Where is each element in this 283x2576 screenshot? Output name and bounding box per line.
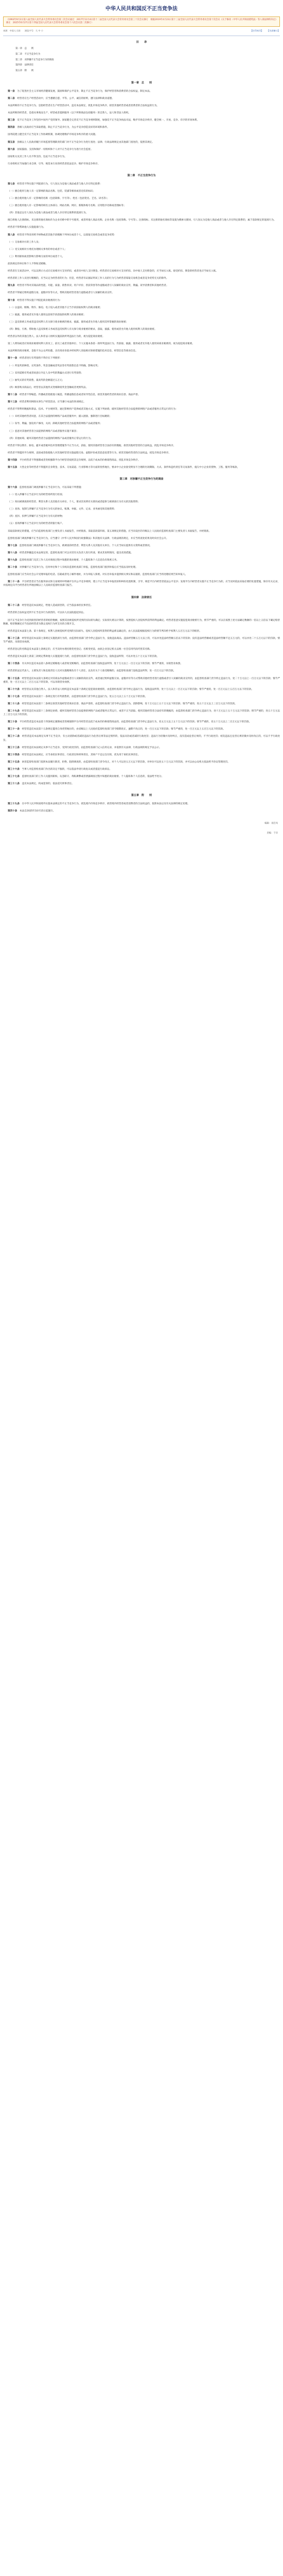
article-paragraph	[3, 580, 280, 587]
article-text: 经营者不得编造、传播或者指使他人编造、传播虚假信息或者误导性信息，损害其他经营者的商业信誉、商品声誉。	[20, 393, 140, 396]
clause-paragraph: 第三人明知或者应知商业秘密权利人的员工、前员工或者其他单位、个人实施本条第一款所列违法行为，仍获取、披露、使用或者允许他人使用该商业秘密的，视为侵犯商业秘密。	[8, 343, 194, 346]
clause-paragraph: （一）交易相对方的工作人员；	[8, 241, 41, 244]
clause-paragraph: 本法所称的经营者，是指从事商品生产、经营或者提供服务（以下所称商品包括服务）的自然人、法人和非法人组织。	[8, 112, 131, 115]
clause-paragraph: （三）利用职权或者影响力影响交易的单位或者个人。	[8, 255, 65, 258]
article-paragraph	[3, 299, 280, 302]
print-link[interactable]: 【打印本页】	[250, 29, 263, 32]
article-number: 第二十九条	[8, 710, 20, 713]
article-paragraph	[3, 735, 280, 742]
article-paragraph	[3, 720, 280, 724]
article-paragraph	[3, 148, 280, 151]
article-number: 第八条	[8, 233, 15, 236]
article-text: 经营者违反本法第九条规定对其商品作虚假或者引人误解的商业宣传，或者通过组织虚假交易、虚假评价等方式帮助其他经营者进行虚假或者引人误解的商业宣传的，由监督检查部门责令停止违法行为，处二十万元以上一百万元以下的罚款；情节严重的，处一百万元以上二百万元以下的罚款，可以吊销营业执照。	[3, 677, 280, 684]
article-number: 第三十四条	[8, 753, 20, 756]
article-paragraph	[3, 802, 280, 806]
article-paragraph	[3, 695, 280, 699]
article-number: 第九条	[8, 284, 15, 287]
article-number: 第三十六条	[8, 768, 20, 771]
article-text: 各级人民政府应当采取措施，制止不正当竞争行为，为公平竞争创造良好的环境和条件。	[17, 126, 110, 129]
article-text: 经营者不得实施下列侵犯商业秘密的行为：	[17, 299, 62, 302]
article-text: 经营者利用网络从事生产经营活动，应当遵守本法的各项规定。	[20, 401, 86, 404]
article-number: 第十九条	[8, 559, 17, 562]
article-paragraph	[3, 400, 280, 404]
clause-paragraph: （三）抽奖式的有奖销售，最高奖的金额超过五万元；	[8, 379, 65, 382]
article-text: 经营者违反本法第十二条规定损害其他经营者商业信誉、商品声誉的，由监督检查部门责令停止违法行为、消除影响，处十万元以上五十万元以下的罚款；情节严重的，处五十万元以上三百万元以下的罚款。	[22, 702, 237, 705]
article-paragraph	[3, 809, 280, 813]
article-number: 第三十三条	[8, 746, 20, 749]
article-text: 经营者违反本法第十三条规定妨碍、破坏其他经营者合法提供的网络产品或者服务正常运行，或者不正当获取、使用其他经营者合法持有的数据的，由监督检查部门责令停止违法行为，处十万元以上五十万元以下的罚款；情节严重的，处五十万元以上三百万元以下的罚款。	[3, 710, 280, 717]
article-text: 平台经营者违反本法第十四条规定强制或者变相强制平台内经营者以低于成本的价格销售商品的，由监督检查部门责令停止违法行为，处五万元以上五十万元以下的罚款；情节严重的，处五十万元以上二百万元以下的罚款。	[20, 721, 252, 724]
article-number: 第三十一条	[8, 728, 20, 731]
clause-paragraph: 经营者不得通过组织虚假交易、虚假评价等方式，帮助其他经营者进行虚假或者引人误解的商业宣传。	[8, 292, 114, 295]
article-number: 第十八条	[8, 551, 17, 554]
article-paragraph	[3, 727, 280, 731]
clause-paragraph: 采取前款规定的措施，应当向监督检查部门主要负责人书面报告，并经批准。采取前款第四项、第五项规定的措施，应当向设区的市级以上人民政府监督检查部门主要负责人书面报告，并经批准。	[8, 530, 211, 533]
article-paragraph	[3, 90, 280, 93]
clause-paragraph: 监督检查部门调查涉嫌不正当竞争行为，应当遵守《中华人民共和国行政强制法》和其他有关法律、行政法规的规定，并应当将查处结果及时向社会公开。	[8, 537, 169, 540]
article-paragraph	[3, 118, 280, 122]
clause-paragraph: 监督检查部门应当向社会公开受理举报的电话、信箱或者电子邮件地址，并为举报人保密。对实名举报并提供相关事实和证据的，监督检查部门应当将处理结果告知举报人。	[8, 573, 188, 577]
chapter-heading: 第三章 对涉嫌不正当竞争行为的调查	[119, 478, 164, 481]
article-text: 监督检查部门调查涉嫌不正当竞争行为，被调查的经营者、利害关系人及其他有关单位、个人应当如实提供有关资料或者情况。	[20, 544, 152, 547]
article-number: 第十五条	[8, 466, 17, 469]
article-number: 第二十八条	[8, 702, 20, 705]
clause-paragraph: （一）以盗窃、贿赂、欺诈、胁迫、电子侵入或者其他不正当手段获取权利人的商业秘密；	[8, 306, 102, 309]
toc-item: 第一章 总 则	[15, 47, 34, 50]
article-text: 当事人对监督检查部门作出的决定不服的，可以依法申请行政复议或者提起行政诉讼。	[22, 768, 112, 771]
clause-paragraph: 经营者违反本法第七条第三款规定帮助他人实施混淆行为的，由监督检查部门责令停止违法行为，没收违法所得，可以并处五十万元以下的罚款。	[8, 655, 160, 658]
page-actions	[247, 29, 280, 33]
article-text: 平台经营者不得强制或者变相强制平台内经营者按照其定价规则，以低于成本的价格销售商品，扰乱市场竞争秩序。	[20, 459, 140, 462]
article-text: 经营者违反本法第十五条规定滥用自身优势地位的，由省级以上人民政府监督检查部门责令限期改正，逾期不改正的，处一百万元以下的罚款；情节严重的，处一百万元以上五百万元以下的罚款。	[22, 728, 225, 731]
article-text: 经营者在生产经营活动中，应当遵循自愿、平等、公平、诚信的原则，遵守法律和商业道德。	[17, 97, 114, 100]
article-number: 第十七条	[8, 544, 17, 547]
clause-paragraph: （三）擅自使用他人有一定影响的域名主体部分、网站名称、网页、新媒体账号名称、应用程序名称或者图标等；	[8, 205, 126, 208]
article-number: 第二十六条	[8, 688, 20, 691]
article-number: 第一条	[8, 90, 15, 93]
article-number: 第十六条	[8, 486, 17, 489]
clause-paragraph: 经营者的合法权益受到不正当竞争行为损害的，可以向人民法院提起诉讼。	[8, 612, 86, 615]
clause-paragraph: （四）顾客购买商品后，经营者以其他形式变相降低奖金金额或者更换奖品。	[8, 386, 89, 389]
clause-paragraph: 经营者违反本法第七条、第十条规定，权利人因被侵权所受到的实际损失、侵权人因侵权所获得的利益难以确定的，由人民法院根据侵权行为的情节判决给予权利人五百万元以下的赔偿。	[8, 630, 202, 633]
clause-paragraph: 经营者的工作人员进行贿赂的，应当认定为经营者的行为；但是，经营者有证据证明该工作人员的行为与为经营者谋取交易机会或者竞争优势无关的除外。	[8, 277, 169, 280]
article-text: 在中华人民共和国境外实施本法规定的不正当竞争行为，扰乱境内市场竞争秩序，损害境内经营者或者消费者的合法权益的，依照本法以及有关法律的规定处理。	[22, 803, 190, 806]
article-text: 妨害监督检查部门依照本法履行职责，拒绝、阻碍调查的，由监督检查部门责令改正，对个人可以处五万元以下的罚款，对单位可以处五十万元以下的罚款，并可以由公安机关依法给予治安管理处罚。	[22, 760, 230, 764]
clause-paragraph: 经营者的法定代表人、主要负责人和直接责任人员对实施贿赂负有个人责任，以及有关个人收受贿赂的，由监督检查部门没收违法所得，处一百万元以下的罚款。	[8, 670, 176, 673]
clause-paragraph: 国务院建立健全反不正当竞争工作协调机制，协调处理维护市场竞争秩序的重大问题。	[8, 133, 98, 137]
article-paragraph	[3, 604, 280, 607]
article-paragraph	[3, 677, 280, 684]
article-text: 监督检查部门的工作人员滥用职权、玩忽职守、徇私舞弊或者泄露调查过程中知悉的商业秘密、个人隐私和个人信息的，依法给予处分。	[22, 775, 164, 778]
amendment-history: （1993年9月2日第八届全国人民代表大会常务委员会第三次会议通过 2017年11月4日第十二届全国人民代表大会常务委员会第三十次会议修订 根据2019年4月23日第十三届全国人民代表大会常务委员会第十次会议《关于修改〈中华人民共和国建筑法〉等八部法律的决定》修正 2025年6月27日第十四届全国人民代表大会常务委员会第十六次会议第二次修订）	[3, 16, 280, 27]
clause-paragraph: 经营者不得滥用平台规则，直接或者指使他人对其他经营者实施虚假交易、虚假评价或者恶意退货等行为，损害其他经营者的合法权益，扰乱市场竞争秩序。	[8, 451, 171, 454]
article-text: 县级以上人民政府履行市场监督管理职责的部门对不正当竞争行为进行查处；法律、行政法规规定由其他部门查处的，依照其规定。	[17, 141, 154, 144]
reviewer-credit: 责编：于洋	[267, 832, 278, 835]
article-paragraph	[3, 760, 280, 764]
article-paragraph	[3, 775, 280, 778]
article-number: 第六条	[8, 148, 15, 151]
article-number: 第十三条	[8, 401, 17, 404]
clause-paragraph: 经营者在交易活动中，可以以明示方式向交易相对方支付折扣，或者向中间人支付佣金。经营者向交易相对方支付折扣、向中间人支付佣金的，应当如实入账。接受折扣、佣金的经营者也应当如实入账。	[8, 270, 218, 273]
article-paragraph	[3, 357, 280, 360]
article-paragraph	[3, 746, 280, 750]
article-text: 经营者以及其他自然人、法人和非法人组织违反本法第十条规定侵犯商业秘密的，由监督检查部门责令停止违法行为，没收违法所得，处十万元以上一百万元以下的罚款；情节严重的，处一百万元以上五百万元以下的罚款。	[22, 688, 254, 691]
clause-paragraph: （一）擅自使用与他人有一定影响的商品名称、包装、装潢等相同或者近似的标识；	[8, 190, 95, 193]
clause-paragraph: 本法所称的不正当竞争行为，是指经营者在生产经营活动中，违反本法规定，扰乱市场竞争秩序，损害其他经营者或者消费者的合法权益的行为。	[8, 105, 160, 108]
clause-paragraph: （二）受交易相对方委托办理相关事务的单位或者个人；	[8, 248, 67, 251]
article-number: 第二十三条	[8, 637, 20, 640]
article-meta-bar	[3, 29, 280, 33]
chapter-heading: 第一章 总 则	[131, 81, 152, 85]
clause-paragraph: （二）擅自使用他人有一定影响的名称（包括简称、字号等）、姓名（包括笔名、艺名、译名等）；	[8, 197, 110, 200]
clause-paragraph: 前款规定的单位和个人不得收受贿赂。	[8, 262, 48, 265]
article-paragraph	[3, 544, 280, 548]
clause-paragraph: 行业组织应当加强行业自律，引导、规范本行业的经营者依法竞争，维护市场竞争秩序。	[8, 162, 100, 165]
clause-paragraph: （二）采用谎称有奖或者故意让内定人员中奖的欺骗方式进行有奖销售；	[8, 371, 84, 375]
article-number: 第二十五条	[8, 677, 20, 680]
article-text: 本法自2025年10月15日起施行。	[20, 810, 56, 813]
editor-credit: 编辑：刘启凤	[264, 822, 278, 825]
article-paragraph	[3, 459, 280, 462]
article-paragraph	[3, 141, 280, 144]
article-paragraph	[3, 709, 280, 717]
article-number: 第二十条	[8, 566, 17, 569]
article-paragraph	[3, 662, 280, 666]
chapter-heading: 第五章 附 则	[131, 794, 152, 798]
clause-paragraph: 经营者不得帮助他人实施混淆行为。	[8, 226, 46, 229]
chapter-heading: 第二章 不正当竞争行为	[127, 174, 156, 178]
article-number: 第二十七条	[8, 695, 20, 698]
article-text: 国家鼓励、支持和保护一切组织和个人对不正当竞争行为进行社会监督。	[17, 148, 93, 151]
clause-paragraph: 因不正当竞争行为受到损害的经营者的赔偿数额，按照其因被侵权所受到的实际损失确定；实际损失难以计算的，按照侵权人因侵权所获得的利益确定。经营者恶意实施侵犯商业秘密行为，情节严重的，可以在按照上述方法确定数额的一倍以上五倍以下确定赔偿数额。赔偿数额还应当包括经营者为制止侵权行为所支付的合理开支。	[3, 619, 280, 625]
article-number: 第二条	[8, 97, 15, 100]
toc-item: 第四章 法律责任	[15, 64, 34, 67]
article-text: 经营者涉嫌违反本法规定的，监督检查部门可以对其有关负责人进行约谈，要求其说明情况、提出改进措施。	[20, 551, 133, 554]
clause-paragraph: （三）恶意对其他经营者合法提供的网络产品或者服务实施不兼容；	[8, 430, 79, 433]
article-number: 第三十七条	[8, 775, 20, 778]
close-window-link[interactable]: 【关闭窗口】	[267, 29, 280, 32]
clause-paragraph: 本法所称的商业秘密，是指不为公众所知悉、具有商业价值并经权利人采取相应保密措施的技术信息、经营信息等商业信息。	[8, 350, 138, 353]
chapter-heading: 第四章 法律责任	[131, 596, 152, 599]
clause-paragraph: （四）查封、扣押与涉嫌不正当竞争行为有关的财物；	[8, 515, 65, 518]
clause-paragraph: 经营者不得以欺诈、胁迫、避开或者破坏技术管理措施等不正当方式，获取、使用其他经营者合法持有的数据，损害其他经营者的合法权益，扰乱市场竞争秩序。	[8, 444, 176, 447]
article-text: 经营者违反本法规定从事不正当竞争，有主动消除或者减轻违法行为危害后果等法定情形的，依法从轻或者减轻行政处罚；违法行为轻微并及时纠正，没有造成危害后果的，不予行政处罚；初次违法且危害后果轻微并及时改正的，可以不予行政处罚。	[3, 735, 280, 742]
article-number: 第三十五条	[8, 760, 20, 764]
toc-item: 第三章 对涉嫌不正当竞争行为的调查	[15, 58, 54, 61]
article-text: 经营者不得对其商品的性能、功能、质量、销售状况、用户评价、曾获荣誉等作虚假或者引人误解的商业宣传，欺骗、误导消费者和其他经营者。	[17, 284, 169, 287]
article-text: 反不正当竞争工作坚持中国共产党的领导。国家健全完善反不正当竞争规则制度，加强反不正当竞争执法司法，维护市场竞争秩序，健全统一、开放、竞争、有序的市场体系。	[17, 119, 200, 122]
clause-paragraph: （一）未经其他经营者同意，在其合法提供的网络产品或者服务中，插入链接、强制进行目标跳转；	[8, 415, 112, 418]
article-number: 第三十九条	[8, 803, 20, 806]
law-body	[3, 81, 280, 813]
article-text: 经营者违反本法第十一条规定进行有奖销售的，由监督检查部门责令停止违法行为，处五万元以上五十万元以下的罚款。	[22, 695, 148, 698]
article-paragraph	[3, 753, 280, 757]
article-number: 第三条	[8, 119, 15, 122]
article-text: 经营者进行有奖销售不得存在下列情形：	[20, 357, 62, 360]
clause-paragraph: （一）所设奖的种类、兑奖条件、奖金金额或者奖品等有奖销售信息不明确，影响兑奖；	[8, 364, 100, 367]
article-paragraph	[3, 768, 280, 771]
article-number: 第四条	[8, 126, 15, 129]
article-number: 第十一条	[8, 357, 17, 360]
article-number: 第十四条	[8, 459, 17, 462]
clause-paragraph: 国家机关及其工作人员不得支持、包庇不正当竞争行为。	[8, 155, 67, 158]
article-paragraph	[3, 233, 280, 237]
clause-paragraph: 经营者登记的名称违反本法第七条规定的，应当及时办理名称变更登记；名称变更前，由原企业登记机关以统一社会信用代码代替其名称。	[8, 648, 152, 651]
article-text: 为了促进社会主义市场经济健康发展，鼓励和保护公平竞争，制止不正当竞争行为，保护经营者和消费者的合法权益，制定本法。	[17, 90, 152, 93]
toc-item: 第二章 不正当竞争行为	[15, 53, 41, 56]
source-and-font-size: 来源：中国人大网 浏览字号：大 中 小	[3, 29, 44, 32]
article-paragraph	[3, 782, 280, 786]
article-text: 监督检查部门调查涉嫌不正当竞争行为，可以采取下列措施：	[20, 486, 84, 489]
article-paragraph	[3, 97, 280, 100]
article-text: 大型企业等经营者不得滥用自身资金、技术、交易渠道、行业影响力等方面的优势地位，要求中小企业接受明显不合理的付款期限、方式、条件和违约责任等交易条件，拖欠中小企业的货物、工程、服务等账款。	[20, 466, 240, 469]
page-title: 中华人民共和国反不正当竞争法	[105, 6, 178, 12]
clause-paragraph: （三）查询、复制与涉嫌不正当竞争行为有关的协议、账簿、单据、文件、记录、业务函电和其他资料；	[8, 508, 117, 511]
clause-paragraph: （四）其他妨碍、破坏其他经营者合法提供的网络产品或者服务正常运行的行为。	[8, 437, 93, 440]
article-text: 违反本法规定，构成犯罪的，依法追究刑事责任。	[22, 783, 74, 786]
article-text: 经营者不得采用给予财物或者其他手段贿赂下列单位或者个人，以谋取交易机会或者竞争优势：	[17, 233, 117, 236]
article-page	[0, 0, 283, 841]
article-number: 第三十八条	[8, 783, 20, 786]
article-paragraph	[3, 182, 280, 186]
article-paragraph	[3, 126, 280, 129]
article-text: 经营者不得实施下列混淆行为，引人误认为是他人商品或者与他人存在特定联系：	[17, 182, 102, 185]
clause-paragraph: （一）进入涉嫌不正当竞争行为的经营场所进行检查；	[8, 494, 65, 497]
clause-paragraph: 经营者以外的其他自然人、法人和非法人组织实施前款所列违法行为的，视为侵犯商业秘密。	[8, 335, 105, 338]
article-paragraph	[3, 558, 280, 562]
article-paragraph	[3, 551, 280, 555]
article-number: 第五条	[8, 141, 15, 144]
article-text: 经营者违反本法规定从事不正当竞争，受到行政处罚的，由监督检查部门记入信用记录，并依照有关法律、行政法规的规定予以公示。	[22, 746, 162, 749]
article-footer	[3, 822, 280, 835]
article-number: 第二十二条	[8, 604, 20, 607]
article-number: 第七条	[8, 182, 15, 185]
article-text: 有关单位违反本法第八条规定贿赂他人或者收受贿赂的，由监督检查部门没收违法所得，处十万元以上一百万元以下的罚款；情节严重的，吊销营业执照。	[22, 663, 183, 666]
clause-paragraph: （二）询问被调查的经营者、利害关系人及其他有关单位、个人，要求其说明有关情况或者提供与被调查行为有关的其他资料；	[8, 501, 140, 504]
clause-paragraph: （二）披露、使用或者允许他人使用以前项手段获取的权利人的商业秘密；	[8, 313, 86, 316]
clause-paragraph: 经营者不得利用数据和算法、技术、平台规则等，通过影响用户选择或者其他方式，实施下列妨碍、破坏其他经营者合法提供的网络产品或者服务正常运行的行为：	[8, 408, 178, 411]
article-paragraph	[3, 566, 280, 569]
article-text: 经营者违反本法规定，应当承担民事责任、行政责任和刑事责任，其财产不足以支付的，优先用于承担民事责任。	[22, 753, 140, 756]
table-of-contents	[3, 40, 280, 73]
article-paragraph	[3, 284, 280, 287]
clause-paragraph: 擅自将他人注册商标、未注册的驰名商标作为企业名称中的字号使用，或者将他人商品名称、企业名称（包括简称、字号等）、注册商标、未注册的驰名商标等设置为搜索关键词，引人误认为是他人商品或者与他人存在特定联系的，属于前款规定的混淆行为。	[8, 219, 276, 222]
article-text: 监督检查部门及其工作人员对调查过程中知悉的商业秘密、个人隐私和个人信息负有保密义务。	[20, 559, 119, 562]
article-text: 平台经营者应当在服务协议和交易规则中明确平台内公平竞争规则，建立不正当竞争举报投诉和纠纷处置机制，引导、规范平台内经营者依法公平竞争；发现平台内经营者实施不正当竞争行为的，应当及时依法采取必要的处置措施，保存有关记录，并按规定向平台经营者住所地县级以上人民政府监督检查部门报告。	[3, 581, 280, 587]
article-paragraph	[3, 466, 280, 469]
article-number: 第三十二条	[8, 735, 20, 738]
article-paragraph	[3, 637, 280, 644]
toc-title: 目 录	[136, 40, 147, 44]
article-paragraph	[3, 393, 280, 397]
clause-paragraph: （四）其他足以引人误认为是他人商品或者与他人存在特定联系的混淆行为。	[8, 212, 89, 215]
article-number: 第十条	[8, 299, 15, 302]
article-number: 第十二条	[8, 393, 17, 396]
article-number: 第二十四条	[8, 663, 20, 666]
article-number: 第二十一条	[8, 581, 20, 584]
article-number: 第四十条	[8, 810, 17, 813]
article-text: 对涉嫌不正当竞争行为，任何单位和个人有权向监督检查部门举报，监督检查部门接到举报后应当依法及时处理。	[20, 566, 138, 569]
clause-paragraph: （三）违反保密义务或者违反权利人有关保守商业秘密的要求，披露、使用或者允许他人使用其所掌握的商业秘密；	[8, 320, 129, 324]
article-paragraph	[3, 702, 280, 706]
clause-paragraph: （二）误导、欺骗、强迫用户修改、关闭、卸载其他经营者合法提供的网络产品或者服务；	[8, 422, 102, 426]
article-paragraph	[3, 486, 280, 489]
toc-item: 第五章 附 则	[15, 70, 34, 73]
article-number: 第三十条	[8, 721, 17, 724]
article-text: 经营者违反本法规定，给他人造成损害的，应当依法承担民事责任。	[22, 604, 93, 607]
article-paragraph	[3, 688, 280, 691]
clause-paragraph: （四）教唆、引诱、帮助他人违反保密义务或者违反权利人有关保守商业秘密的要求，获取、披露、使用或者允许他人使用权利人的商业秘密。	[8, 328, 157, 331]
article-text: 经营者违反本法第七条规定实施混淆行为的，由监督检查部门责令停止违法行为，没收违法商品。违法经营额五万元以上的，可以并处违法经营额五倍以下的罚款；没有违法经营额或者违法经营额不足五万元的，可以并处二十五万元以下的罚款。情节严重的，吊销营业执照。	[3, 637, 280, 643]
clause-paragraph: （五）查询涉嫌不正当竞争行为的经营者的银行账户。	[8, 522, 65, 526]
